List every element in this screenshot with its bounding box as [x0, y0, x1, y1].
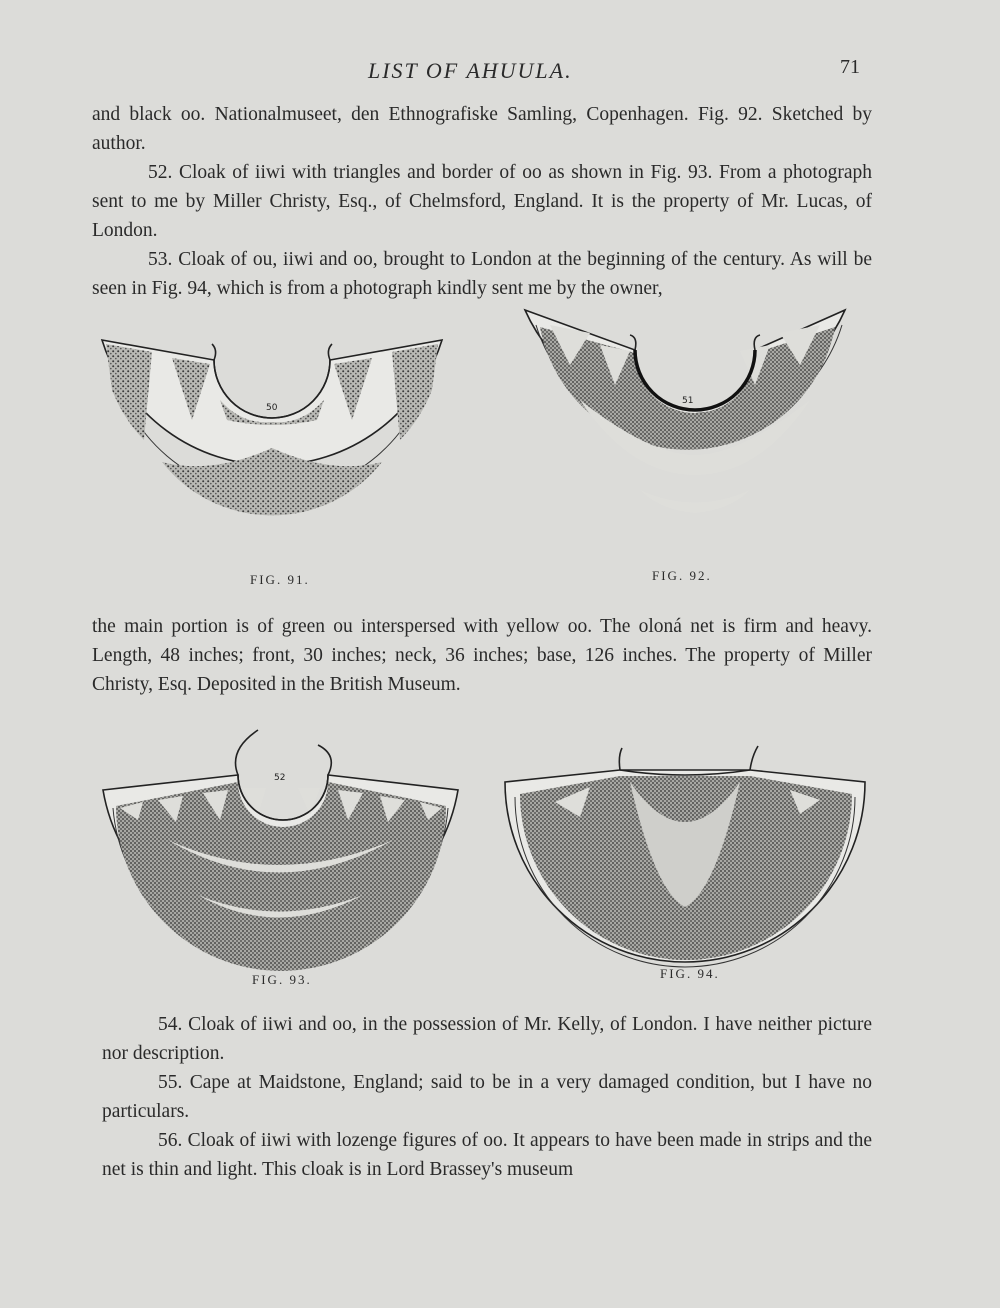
figure-92-caption: FIG. 92.: [652, 568, 712, 583]
figure-91-caption: FIG. 91.: [250, 572, 310, 587]
text-block-middle: [92, 612, 872, 699]
page-number: 71: [840, 56, 860, 78]
paragraph-entry-54: 54. Cloak of iiwi and oo, in the possession of Mr. Kelly, of London. I have neither picture nor description.: [102, 1014, 872, 1064]
paragraph: and black oo. Nationalmuseet, den Ethnografiske Samling, Copenhagen. Fig. 92. Sketched by author.: [92, 104, 872, 154]
paragraph-entry-55: 55. Cape at Maidstone, England; said to be in a very damaged condition, but I have no particulars.: [102, 1072, 872, 1122]
running-header-title: LIST OF AHUULA.: [368, 58, 573, 83]
paragraph-continued: the main portion is of green ou interspersed with yellow oo. The oloná net is firm and heavy. Length, 48 inches; front, 30 inches; neck, 36 inches; base, 126 inches. The property of Miller Christy, Esq. Deposited in the British Museum.: [92, 616, 872, 695]
figure-94-caption: FIG. 94.: [660, 966, 720, 981]
paragraph-entry-53: 53. Cloak of ou, iiwi and oo, brought to London at the beginning of the century. As will be seen in Fig. 94, which is from a photograph kindly sent me by the owner,: [92, 249, 872, 299]
figure-92-cloak-drawing: [520, 305, 870, 570]
figure-91-cloak-drawing: [92, 330, 452, 570]
text-block-top: [92, 100, 872, 303]
figure-93-caption: FIG. 93.: [252, 972, 312, 987]
figure-92-number: 51: [682, 396, 694, 406]
figure-93-number: 52: [274, 773, 286, 783]
paragraph-entry-52: 52. Cloak of iiwi with triangles and border of oo as shown in Fig. 93. From a photograph sent to me by Miller Christy, Esq., of Chelmsford, England. It is the property of Mr. Lucas, of London.: [92, 162, 872, 241]
figure-94-cloak-drawing: [500, 742, 870, 957]
paragraph-entry-56: 56. Cloak of iiwi with lozenge figures of oo. It appears to have been made in strips and the net is thin and light. This cloak is in Lord Brassey's museum: [102, 1130, 872, 1180]
figure-91-number: 50: [266, 403, 278, 413]
text-block-bottom: [102, 1010, 872, 1184]
figure-93-cloak-drawing: [98, 730, 463, 965]
